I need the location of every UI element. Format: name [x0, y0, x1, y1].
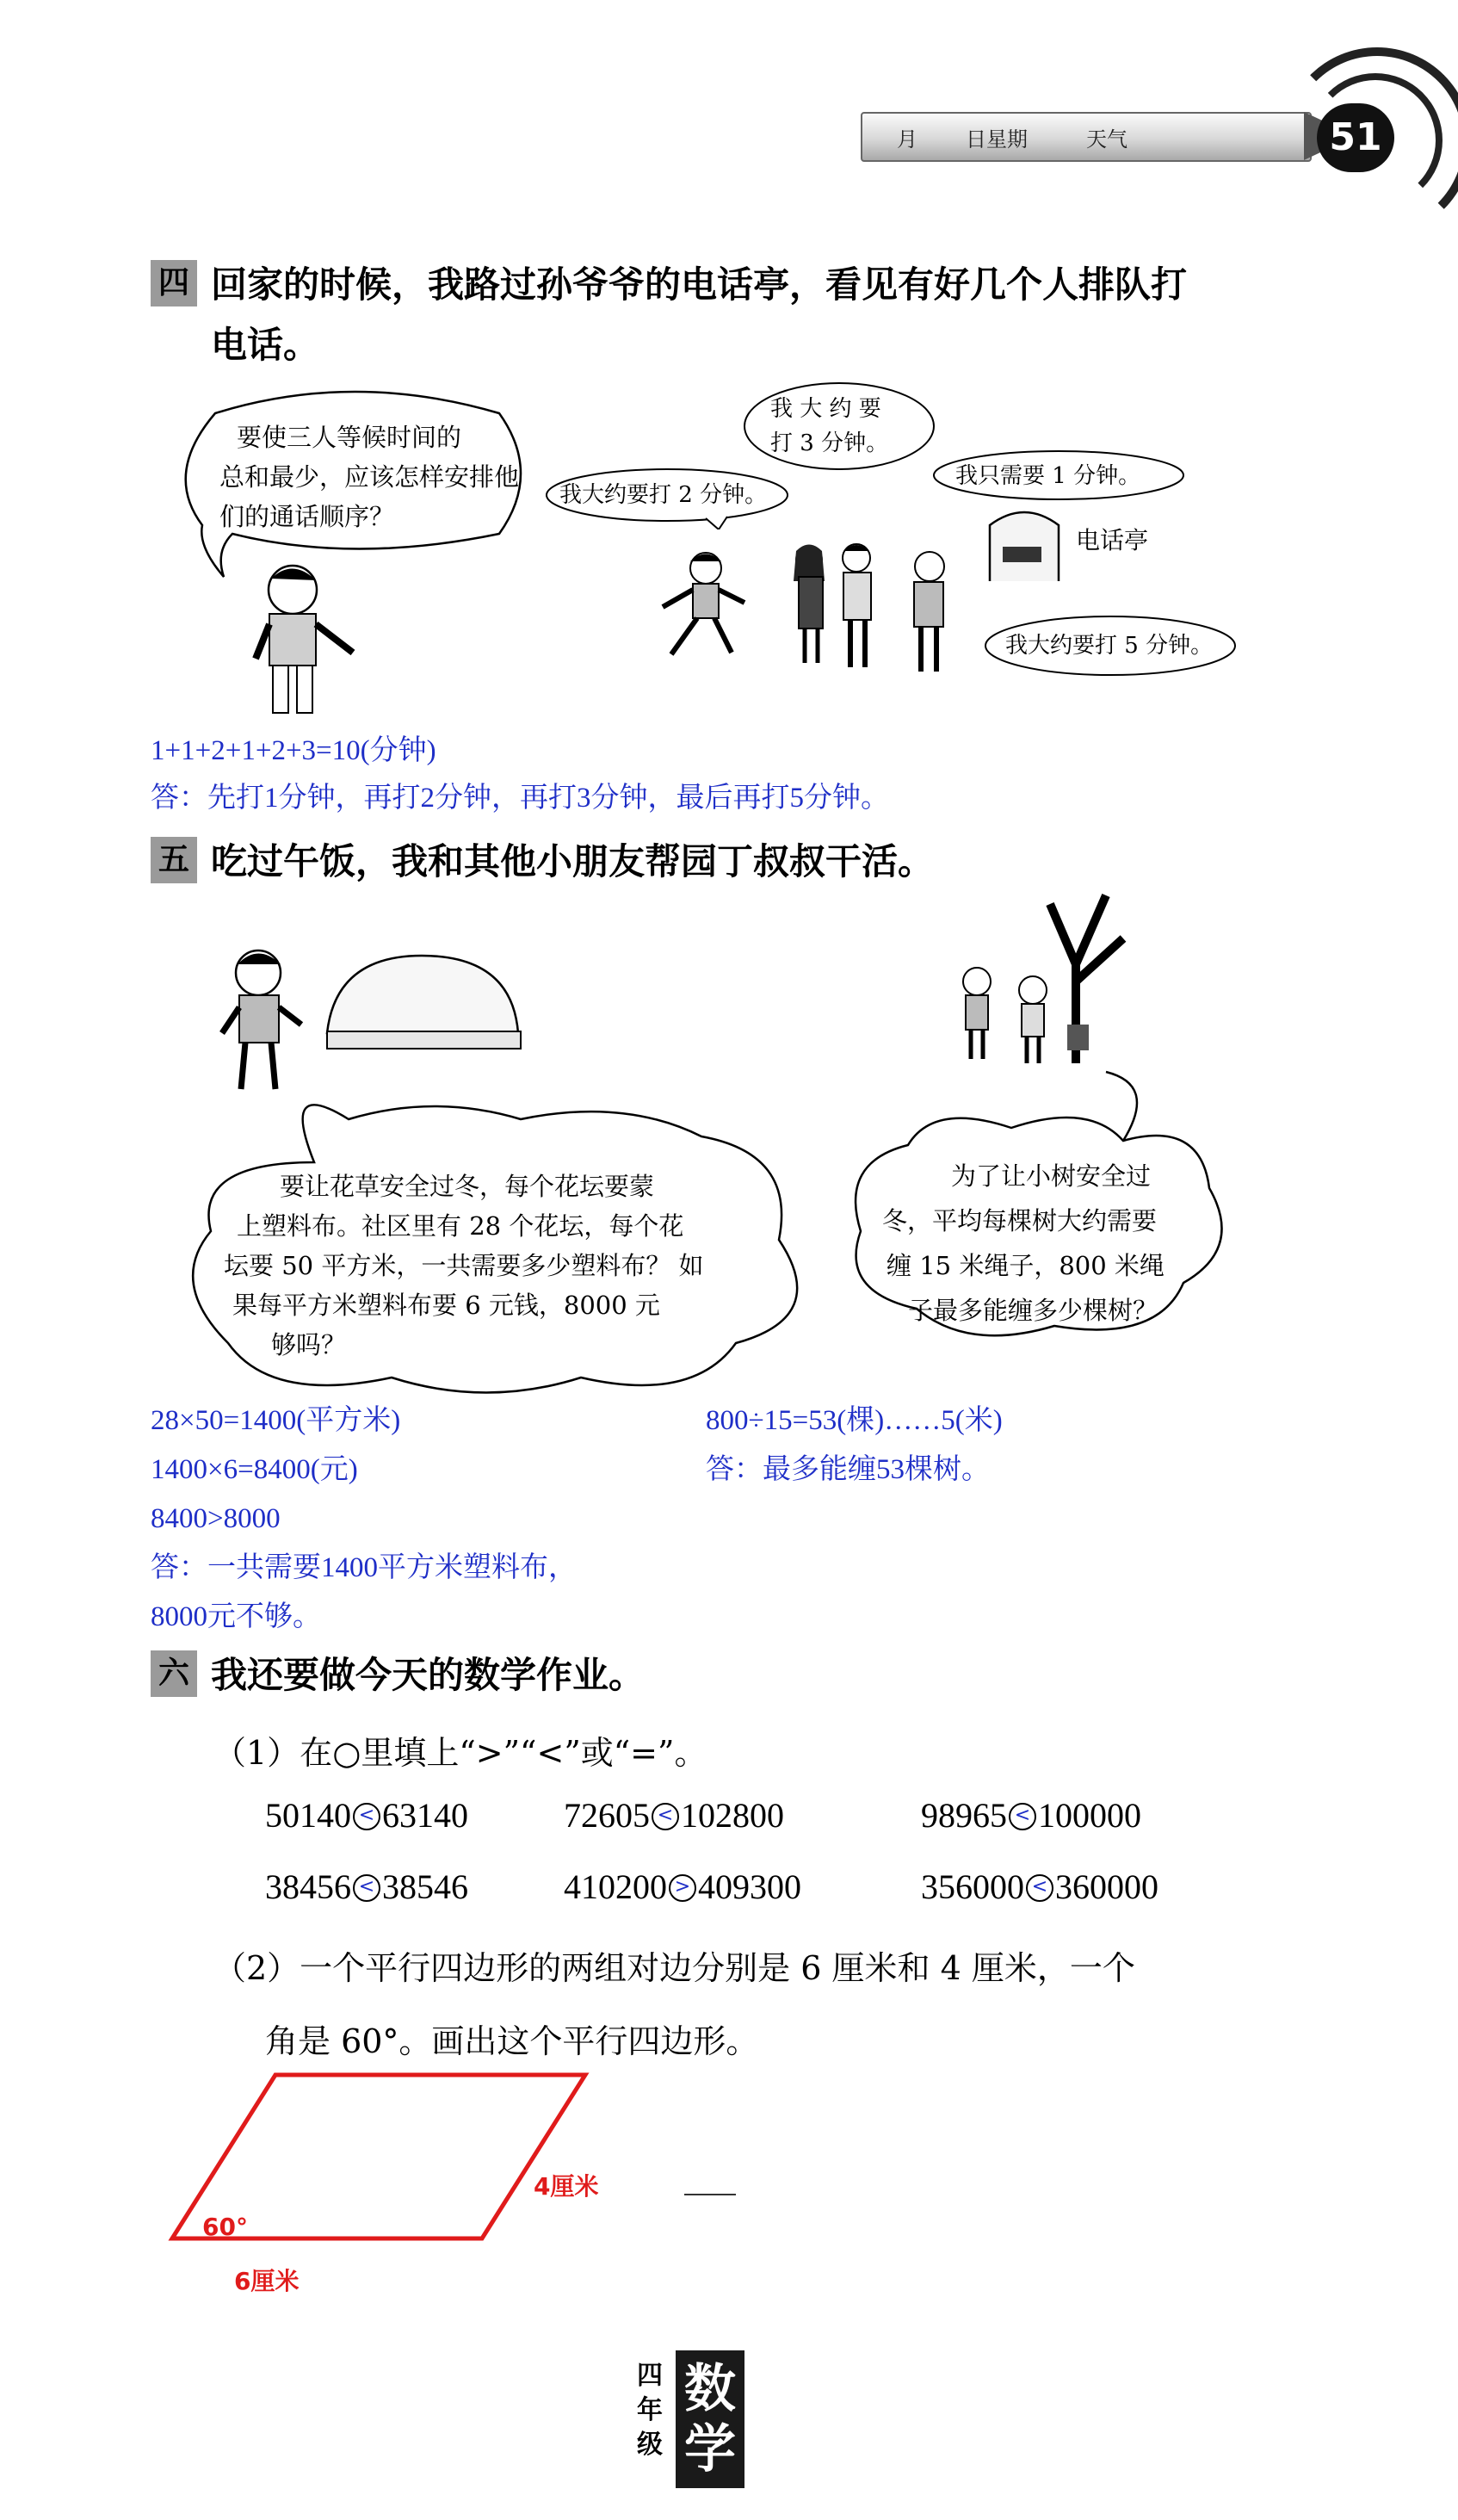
- bubble-left-line: 上塑料布。社区里有 28 个花坛，每个花: [237, 1211, 684, 1241]
- answer-circle[interactable]: [652, 1803, 679, 1830]
- grade-char: 四: [637, 2361, 663, 2391]
- section-4-answer-formula: 1+1+2+1+2+3=10(分钟): [151, 735, 436, 766]
- date-day: 日星期: [966, 127, 1028, 152]
- answer-line: 1400×6=8400(元): [151, 1454, 358, 1485]
- section-4-title-line1: 回家的时候，我路过孙爷爷的电话亭，看见有好几个人排队打: [211, 263, 1188, 306]
- comparison-item: [564, 1867, 801, 1907]
- bubble-left-line: 够吗？: [271, 1330, 347, 1359]
- section-number-4: 四: [151, 260, 197, 306]
- grade-char: 年: [637, 2395, 663, 2425]
- bubble-left-line: 果每平方米塑料布要 6 元钱，8000 元: [232, 1291, 660, 1320]
- answer-line: 8400>8000: [151, 1503, 281, 1534]
- bubble-right-line: 子最多能缠多少棵树？: [908, 1296, 1158, 1325]
- date-strip: [861, 112, 1312, 162]
- task-2-line2: 角是 60°。画出这个平行四边形。: [265, 2022, 759, 2060]
- section-5-answer-right: [706, 1396, 1003, 1495]
- bubble-boy-text: [219, 418, 529, 536]
- task-1-instruction: [213, 1726, 707, 1774]
- tree-kids-illustration: [947, 887, 1153, 1068]
- answer-line: 答：一共需要1400平方米塑料布，: [151, 1552, 577, 1583]
- comparison-sign: <: [358, 1804, 375, 1826]
- comparison-sign: <: [1014, 1804, 1031, 1826]
- bubble-3min-line: 打 3 分钟。: [770, 430, 889, 456]
- bubble-5min-text: 我大约要打 5 分钟。: [1005, 633, 1214, 659]
- comparison-left: 72605: [564, 1796, 650, 1835]
- side-length-label: 4厘米: [534, 2172, 599, 2201]
- answer-circle[interactable]: [1026, 1874, 1053, 1902]
- bubble-boy-line: 们的通话顺序？: [219, 502, 395, 531]
- dash-line: [684, 2194, 736, 2195]
- comparison-item: [265, 1867, 468, 1907]
- section-4-answer-text: 答：先打1分钟，再打2分钟，再打3分钟，最后再打5分钟。: [151, 783, 889, 814]
- bubble-3min-line: 我 大 约 要: [770, 396, 881, 422]
- answer-circle[interactable]: [669, 1874, 696, 1902]
- date-month: 月: [897, 127, 917, 152]
- subject-label: [676, 2350, 744, 2488]
- grade-label: [633, 2359, 667, 2462]
- bubble-1min-text: 我只需要 1 分钟。: [955, 463, 1141, 489]
- comparison-right: 102800: [681, 1796, 784, 1835]
- answer-circle[interactable]: [353, 1803, 380, 1830]
- comparison-item: [921, 1867, 1158, 1907]
- comparison-left: 50140: [265, 1796, 351, 1835]
- queue-people-illustration: [637, 542, 964, 680]
- bubble-boy-line: 总和最少，应该怎样安排他: [219, 462, 520, 492]
- boy-illustration: [237, 560, 366, 723]
- task-2-line1: （2）一个平行四边形的两组对边分别是 6 厘米和 4 厘米，一个: [213, 1949, 1135, 1987]
- bubble-left-text: [219, 1167, 779, 1365]
- bubble-left-line: 坛要 50 平方米，一共需要多少塑料布？ 如: [224, 1251, 704, 1280]
- section-5-title: 吃过午饭，我和其他小朋友帮园丁叔叔干活。: [211, 840, 935, 882]
- comparison-left: 410200: [564, 1867, 667, 1906]
- page-number: 51: [1317, 103, 1394, 172]
- section-6-title: 我还要做今天的数学作业。: [211, 1654, 646, 1696]
- comparison-sign: <: [657, 1804, 674, 1826]
- comparison-left: 98965: [921, 1796, 1007, 1835]
- circle-symbol-icon: ○: [332, 1734, 361, 1772]
- date-weather: 天气: [1086, 127, 1127, 152]
- comparison-left: 38456: [265, 1867, 351, 1906]
- task-1-suffix: 里填上“>”“<”或“=”。: [361, 1734, 707, 1772]
- grade-char: 级: [637, 2430, 663, 2460]
- comparison-right: 38546: [382, 1867, 468, 1906]
- bubble-2min-text: 我大约要打 2 分钟。: [559, 482, 768, 508]
- answer-circle[interactable]: [1009, 1803, 1036, 1830]
- comparison-sign: <: [1031, 1875, 1048, 1898]
- subject-char: 数: [684, 2359, 736, 2419]
- booth-label: 电话亭: [1076, 526, 1149, 554]
- section-5-answer-left: [151, 1396, 577, 1642]
- phone-booth-illustration: [981, 499, 1067, 585]
- comparison-right: 409300: [698, 1867, 801, 1906]
- answer-line: 28×50=1400(平方米): [151, 1405, 401, 1436]
- base-length-label: 6厘米: [234, 2267, 300, 2295]
- comparison-sign: <: [358, 1875, 375, 1898]
- bubble-right-line: 缠 15 米绳子，800 米绳: [887, 1251, 1165, 1280]
- bubble-left-line: 要让花草安全过冬，每个花坛要蒙: [280, 1172, 655, 1201]
- subject-char: 学: [684, 2419, 736, 2480]
- bubble-right-line: 冬，平均每棵树大约需要: [882, 1206, 1158, 1235]
- comparison-item: [265, 1795, 468, 1836]
- comparison-right: 63140: [382, 1796, 468, 1835]
- comparison-left: 356000: [921, 1867, 1024, 1906]
- section-number-6: 六: [151, 1650, 197, 1697]
- answer-circle[interactable]: [353, 1874, 380, 1902]
- comparison-right: 360000: [1055, 1867, 1158, 1906]
- bubble-right-text: [882, 1154, 1226, 1333]
- answer-line: 800÷15=53(棵)……5(米): [706, 1405, 1003, 1436]
- answer-line: 答：最多能缠53棵树。: [706, 1454, 990, 1485]
- answer-line: 8000元不够。: [151, 1601, 321, 1632]
- bubble-right-line: 为了让小树安全过: [951, 1161, 1152, 1191]
- angle-label: 60°: [202, 2213, 248, 2241]
- bubble-boy-line: 要使三人等候时间的: [237, 423, 462, 452]
- section-4-title-line2: 电话。: [211, 324, 320, 366]
- bubble-3min-text: [770, 392, 888, 461]
- task-1-prefix: （1）在: [213, 1734, 333, 1772]
- comparison-item: [921, 1795, 1141, 1836]
- comparison-item: [564, 1795, 784, 1836]
- comparison-right: 100000: [1038, 1796, 1141, 1835]
- section-number-5: 五: [151, 837, 197, 883]
- comparison-sign: >: [674, 1875, 691, 1898]
